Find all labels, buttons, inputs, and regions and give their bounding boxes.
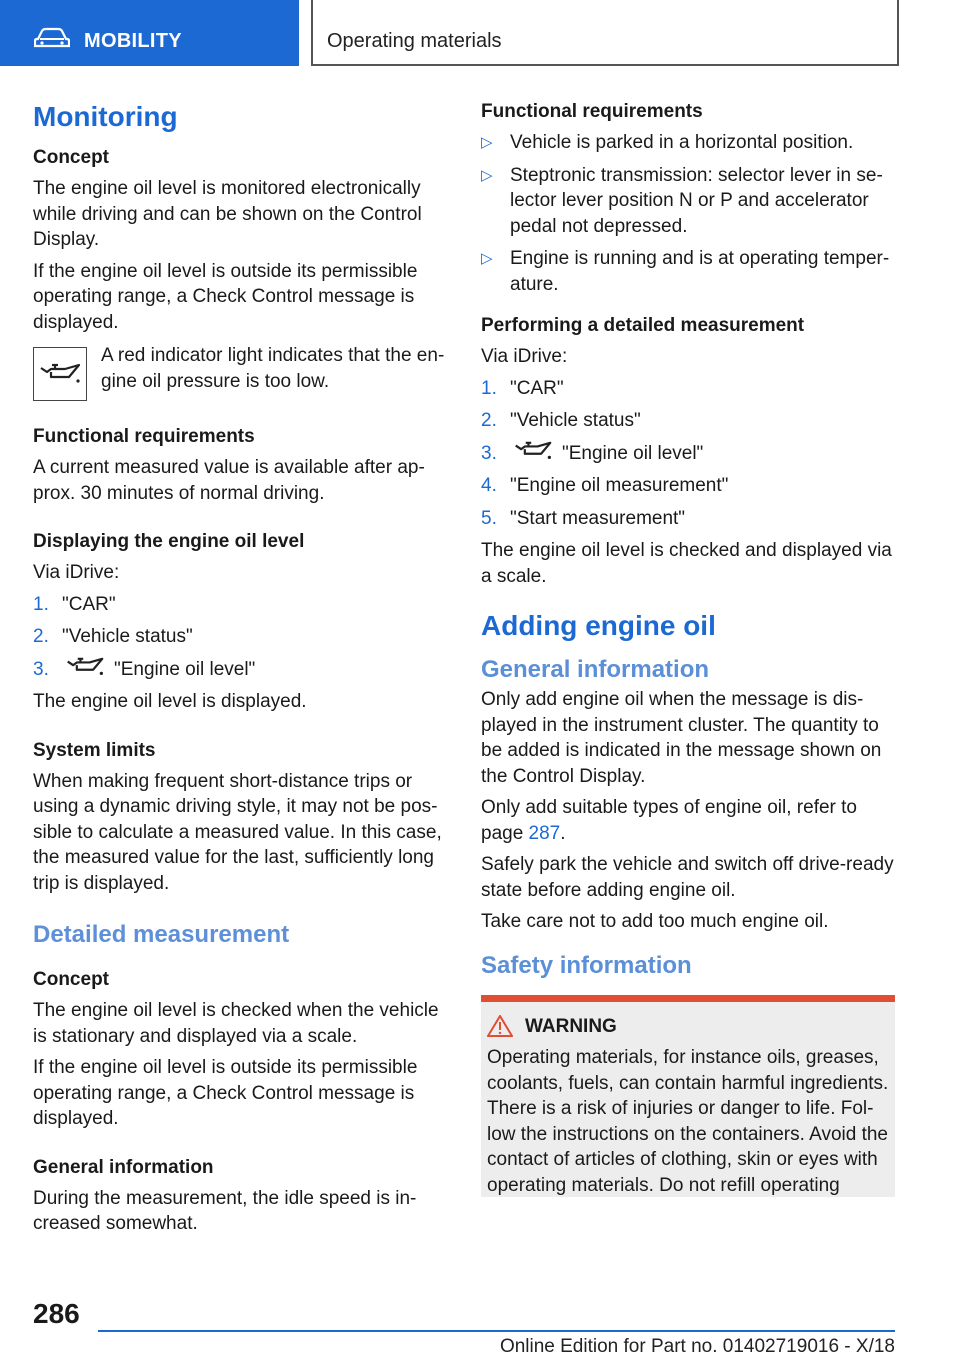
heading-general-information: General information bbox=[481, 656, 710, 683]
paragraph: Only add suitable types of engine oil, refer to page 287. bbox=[481, 797, 858, 844]
warning-text: Operating materials, for instance oils, greases, coolants, fuels, can contain harmful ingredients. There is a risk of injuries or danger to life. Follow the instructions on the containers. Avoid the contact of articles of clothing, skin or eyes with operating materials. Do not refill operating bbox=[487, 1047, 889, 1196]
steps-list bbox=[481, 376, 895, 532]
heading-monitoring: Monitoring bbox=[33, 101, 178, 132]
requirements-list bbox=[481, 130, 895, 297]
section-label: MOBILITY bbox=[84, 30, 182, 52]
paragraph: The engine oil level is monitored electronically while driving and can be shown on the Control Display. bbox=[33, 178, 422, 250]
oil-can-icon bbox=[62, 657, 108, 677]
edition-text: Online Edition for Part no. 01402719016 - X/18 bbox=[499, 1336, 895, 1357]
paragraph: If the engine oil level is outside its permissible operating range, a Check Control message is displayed. bbox=[33, 1057, 418, 1129]
page-number: 286 bbox=[33, 1298, 80, 1329]
footer-divider bbox=[98, 1330, 895, 1332]
paragraph: When making frequent short-distance trips or using a dynamic driving style, it may not be possible to calculate a measured value. In this case, the measured value for the last, sufficiently long trip is displayed. bbox=[33, 770, 442, 894]
paragraph: If the engine oil level is outside its permissible operating range, a Check Control message is displayed. bbox=[33, 260, 418, 333]
oil-pressure-indicator-note bbox=[33, 343, 447, 401]
paragraph: Only add engine oil when the message is displayed in the instrument cluster. The quantity to be added is indicated in the message shown on the Control Display. bbox=[481, 689, 882, 787]
paragraph: Take care not to add too much engine oil. bbox=[481, 911, 829, 932]
page-header bbox=[0, 0, 960, 66]
chapter-label: Operating materials bbox=[327, 30, 502, 52]
heading-adding-engine-oil: Adding engine oil bbox=[481, 610, 716, 641]
heading-detailed-measurement: Detailed measurement bbox=[33, 921, 290, 948]
oil-can-icon bbox=[510, 441, 556, 461]
list-item: ▷ Vehicle is parked in a horizontal position. bbox=[481, 130, 895, 156]
paragraph: A current measured value is available after approx. 30 minutes of normal driving. bbox=[33, 457, 425, 504]
triangle-bullet-icon: ▷ bbox=[481, 250, 493, 267]
triangle-bullet-icon: ▷ bbox=[481, 166, 493, 184]
list-item: 3. "Engine oil level" bbox=[481, 442, 704, 464]
paragraph: Via iDrive: bbox=[33, 562, 120, 583]
paragraph: The engine oil level is checked when the vehicle is stationary and displayed via a scale. bbox=[33, 1000, 439, 1047]
subheading-concept: Concept bbox=[33, 147, 109, 168]
subheading-general-information: General information bbox=[33, 1156, 214, 1178]
section-tab-mobility[interactable] bbox=[0, 0, 299, 66]
indicator-text: A red indicator light indicates that the engine oil pressure is too low. bbox=[101, 345, 445, 392]
paragraph: During the measurement, the idle speed is increased somewhat. bbox=[33, 1187, 417, 1234]
triangle-bullet-icon: ▷ bbox=[481, 134, 493, 151]
paragraph: The engine oil level is checked and displayed via a scale. bbox=[481, 540, 892, 587]
list-item: 2. "Vehicle status" bbox=[481, 410, 641, 431]
steps-list bbox=[33, 592, 447, 683]
list-item: ▷ Engine is running and is at operating temperature. bbox=[481, 246, 895, 297]
list-item: 1. "CAR" bbox=[33, 593, 116, 615]
paragraph: Via iDrive: bbox=[481, 346, 568, 367]
paragraph: The engine oil level is displayed. bbox=[33, 691, 307, 712]
warning-box bbox=[481, 995, 895, 1197]
chapter-tab[interactable] bbox=[311, 0, 899, 66]
warning-label: WARNING bbox=[525, 1015, 617, 1037]
subheading-concept: Concept bbox=[33, 969, 109, 990]
car-icon bbox=[34, 27, 70, 49]
list-item: 2. "Vehicle status" bbox=[33, 626, 193, 647]
subheading-performing-measurement: Performing a detailed measurement bbox=[481, 315, 805, 336]
subheading-functional-requirements: Functional requirements bbox=[481, 101, 703, 122]
list-item: 3. "Engine oil level" bbox=[33, 658, 256, 680]
left-column bbox=[33, 100, 447, 1243]
subheading-system-limits: System limits bbox=[33, 739, 156, 761]
subheading-displaying-oil-level: Displaying the engine oil level bbox=[33, 531, 305, 552]
right-column bbox=[481, 100, 895, 1197]
paragraph: Safely park the vehicle and switch off drive-ready state before adding engine oil. bbox=[481, 854, 894, 901]
heading-safety-information: Safety information bbox=[481, 951, 692, 979]
list-item: 5. "Start measurement" bbox=[481, 507, 686, 529]
list-item: ▷ Steptronic transmission: selector lever in selector lever position N or P and accelerator pedal not depressed. bbox=[481, 163, 895, 240]
list-item: 4. "Engine oil measurement" bbox=[481, 475, 729, 496]
list-item: 1. "CAR" bbox=[481, 377, 564, 399]
subheading-functional-requirements: Functional requirements bbox=[33, 426, 255, 447]
page-link[interactable]: 287 bbox=[528, 822, 561, 844]
warning-triangle-icon bbox=[487, 1015, 513, 1037]
oil-can-indicator-icon bbox=[33, 347, 87, 401]
